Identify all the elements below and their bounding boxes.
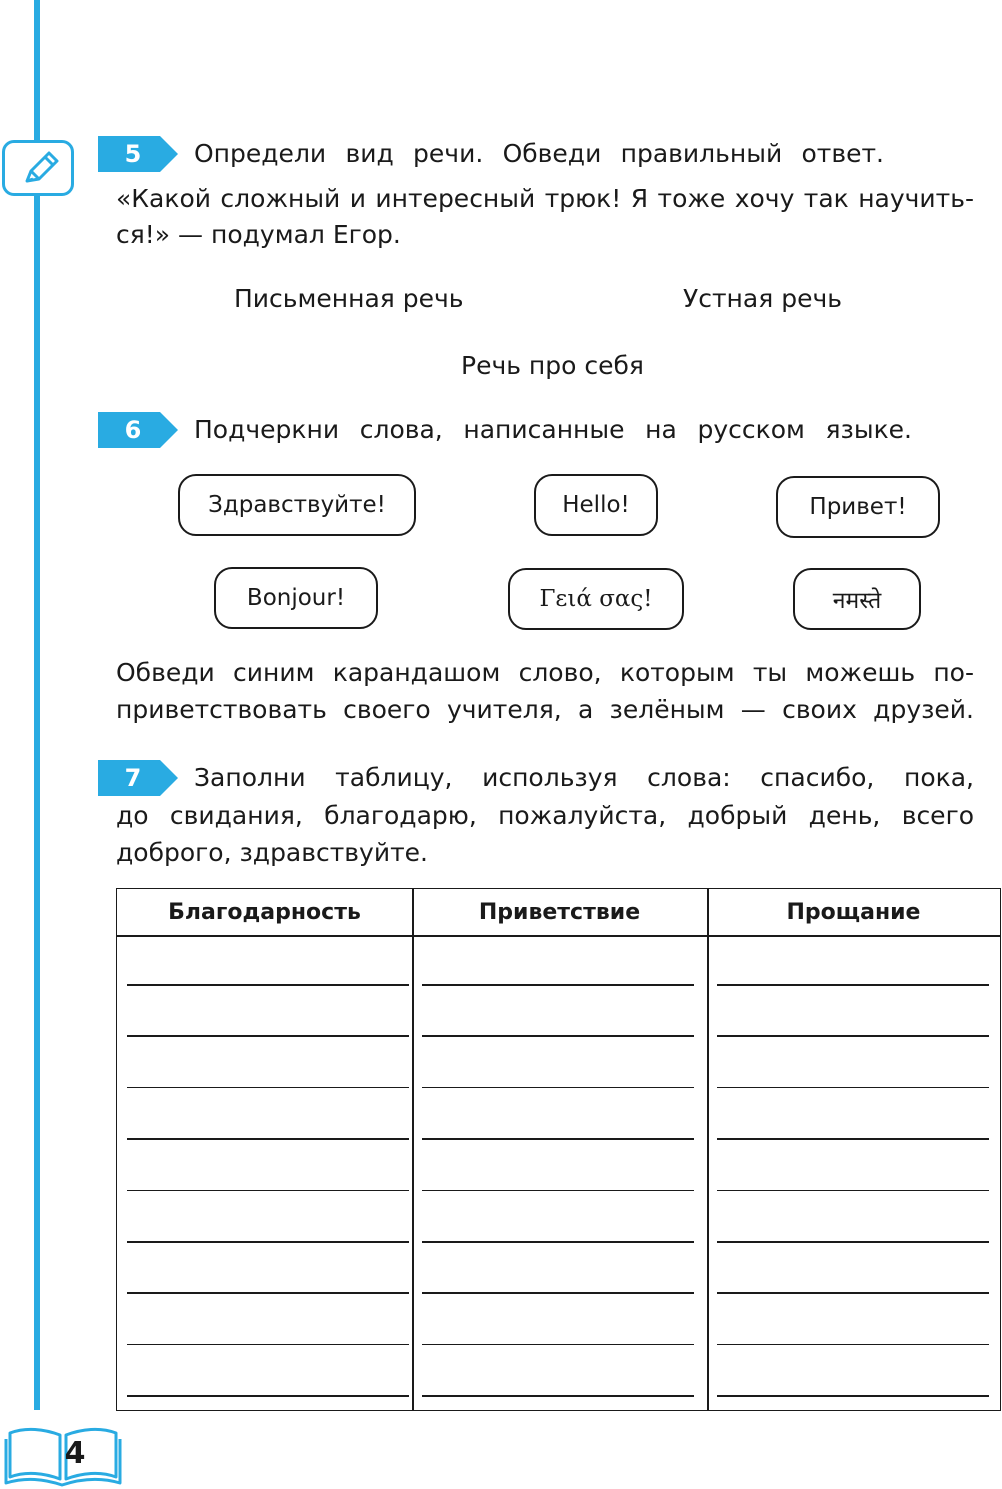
bubble-privet[interactable]: Привет! xyxy=(776,476,940,538)
header-farewell: Прощание xyxy=(786,900,921,925)
writing-line[interactable] xyxy=(717,1395,989,1397)
header-greeting: Приветствие xyxy=(478,900,641,925)
writing-line[interactable] xyxy=(127,1035,409,1037)
writing-line[interactable] xyxy=(422,984,694,986)
writing-line[interactable] xyxy=(127,984,409,986)
task-5-quote-line-2: ся!» — подумал Егор. xyxy=(116,220,401,249)
writing-line[interactable] xyxy=(422,1344,694,1346)
writing-line[interactable] xyxy=(127,1292,409,1294)
writing-line[interactable] xyxy=(422,1395,694,1397)
task-7-line-3: доброго, здравствуйте. xyxy=(116,838,428,867)
writing-line[interactable] xyxy=(717,1087,989,1089)
bubble-geia-sas[interactable]: Γειά σας! xyxy=(508,568,684,630)
pencil-icon xyxy=(19,149,63,189)
task-7-line-2: до свидания, благодарю, пожалуйста, добрый день, всего xyxy=(116,801,974,830)
header-gratitude: Благодарность xyxy=(168,900,361,925)
writing-line[interactable] xyxy=(717,984,989,986)
writing-line[interactable] xyxy=(717,1241,989,1243)
task-5-number: 5 xyxy=(98,136,178,172)
header-divider xyxy=(117,935,1000,937)
task-5-quote-line-1: «Какой сложный и интересный трюк! Я тоже хочу так научить- xyxy=(116,184,974,213)
writing-line[interactable] xyxy=(717,1035,989,1037)
writing-line[interactable] xyxy=(127,1395,409,1397)
bubble-zdravstvuyte[interactable]: Здравствуйте! xyxy=(178,474,416,536)
bubble-namaste[interactable]: नमस्ते xyxy=(793,568,921,630)
writing-line[interactable] xyxy=(422,1190,694,1192)
bubble-bonjour[interactable]: Bonjour! xyxy=(214,567,378,629)
writing-line[interactable] xyxy=(422,1138,694,1140)
task-5-instruction: Определи вид речи. Обведи правильный ответ. xyxy=(194,139,884,168)
writing-line[interactable] xyxy=(422,1035,694,1037)
column-divider xyxy=(707,889,709,1410)
bubble-hello[interactable]: Hello! xyxy=(534,474,658,536)
page-number: 4 xyxy=(64,1436,86,1471)
writing-line[interactable] xyxy=(717,1190,989,1192)
writing-line[interactable] xyxy=(717,1344,989,1346)
task-5-option-oral[interactable]: Устная речь xyxy=(683,284,842,313)
task-6-extra-line-1: Обведи синим карандашом слово, которым ты можешь по- xyxy=(116,658,974,687)
task-5-option-written[interactable]: Письменная речь xyxy=(234,284,464,313)
writing-line[interactable] xyxy=(127,1344,409,1346)
writing-line[interactable] xyxy=(127,1087,409,1089)
writing-line[interactable] xyxy=(127,1190,409,1192)
writing-line[interactable] xyxy=(127,1241,409,1243)
fill-table xyxy=(116,888,1001,1411)
pencil-badge xyxy=(2,140,74,196)
task-5-option-inner[interactable]: Речь про себя xyxy=(461,351,644,380)
writing-line[interactable] xyxy=(422,1087,694,1089)
task-6-instruction: Подчеркни слова, написанные на русском языке. xyxy=(194,415,912,444)
writing-line[interactable] xyxy=(717,1292,989,1294)
task-7-line-1: Заполни таблицу, используя слова: спасибо, пока, xyxy=(194,763,974,792)
task-6-number: 6 xyxy=(98,412,178,448)
column-divider xyxy=(412,889,414,1410)
writing-line[interactable] xyxy=(422,1241,694,1243)
margin-line xyxy=(34,0,40,1410)
task-6-extra-line-2: приветствовать своего учителя, а зелёным — своих друзей. xyxy=(116,695,974,724)
writing-line[interactable] xyxy=(717,1138,989,1140)
writing-line[interactable] xyxy=(422,1292,694,1294)
writing-line[interactable] xyxy=(127,1138,409,1140)
task-7-number: 7 xyxy=(98,760,178,796)
